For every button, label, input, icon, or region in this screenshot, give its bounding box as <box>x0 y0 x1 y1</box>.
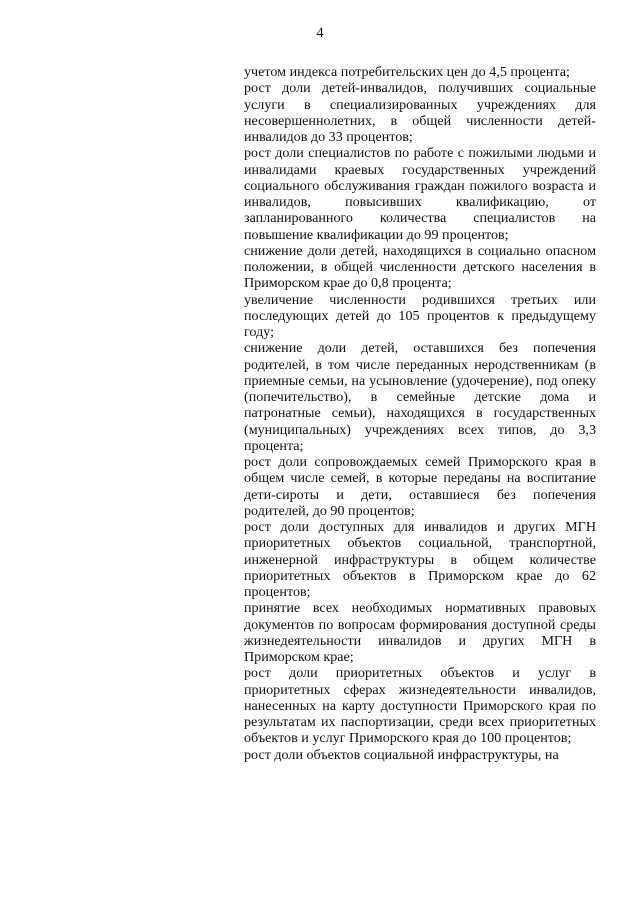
paragraph-regulations: принятие всех необходимых нормативных правовых документов по вопросам формирования доступной среды жизнедеятельности инвалидов и других МГН в Приморском крае; <box>244 600 596 665</box>
paragraph-children-danger: снижение доли детей, находящихся в социально опасном положении, в общей численности детского населения в Приморском крае до 0,8 процента; <box>244 242 596 292</box>
paragraph-supported-families: рост доли сопровождаемых семей Приморского края в общем числе семей, в которые переданы на воспитание дети-сироты и дети, оставшиеся без попечения родителей, до 90 процентов; <box>244 454 596 519</box>
paragraph-orphans: снижение доли детей, оставшихся без попечения родителей, в том числе переданных неродственникам (в приемные семьи, на усыновление (удочерение), под опеку (попечительство), в семейные детские дома и патронатные семьи), находящихся в государственных (муниципальных) учреждениях всех типов, до 3,3 процента; <box>244 340 596 454</box>
paragraph-social-infrastructure: рост доли объектов социальной инфраструктуры, на <box>244 746 559 763</box>
page-number: 4 <box>316 25 324 41</box>
document-body <box>244 64 596 763</box>
paragraph-births: увеличение численности родившихся третьих или последующих детей до 105 процентов к предыдущему году; <box>244 291 596 340</box>
paragraph-disabled-children: рост доли детей-инвалидов, получивших социальные услуги в специализированных учреждениях для несовершеннолетних, в общей численности детей-инвалидов до 33 процентов; <box>244 80 596 145</box>
paragraph-specialists: рост доли специалистов по работе с пожилыми людьми и инвалидами краевых государственных учреждений социального обслуживания граждан пожилого возраста и инвалидов, повысивших квалификацию, от запланированного количества специалистов на повышение квалификации до 99 процентов; <box>244 145 596 243</box>
paragraph-cpi: учетом индекса потребительских цен до 4,5 процента; <box>244 64 570 80</box>
paragraph-accessibility-map: рост доли приоритетных объектов и услуг в приоритетных сферах жизнедеятельности инвалидов, нанесенных на карту доступности Приморского края по результатам их паспортизации, среди всех приоритетных объектов и услуг Приморского края до 100 процентов; <box>244 665 596 747</box>
paragraph-accessible-objects: рост доли доступных для инвалидов и других МГН приоритетных объектов социальной, транспортной, инженерной инфраструктуры в общем количестве приоритетных объектов в Приморском крае до 62 процентов; <box>244 519 596 600</box>
